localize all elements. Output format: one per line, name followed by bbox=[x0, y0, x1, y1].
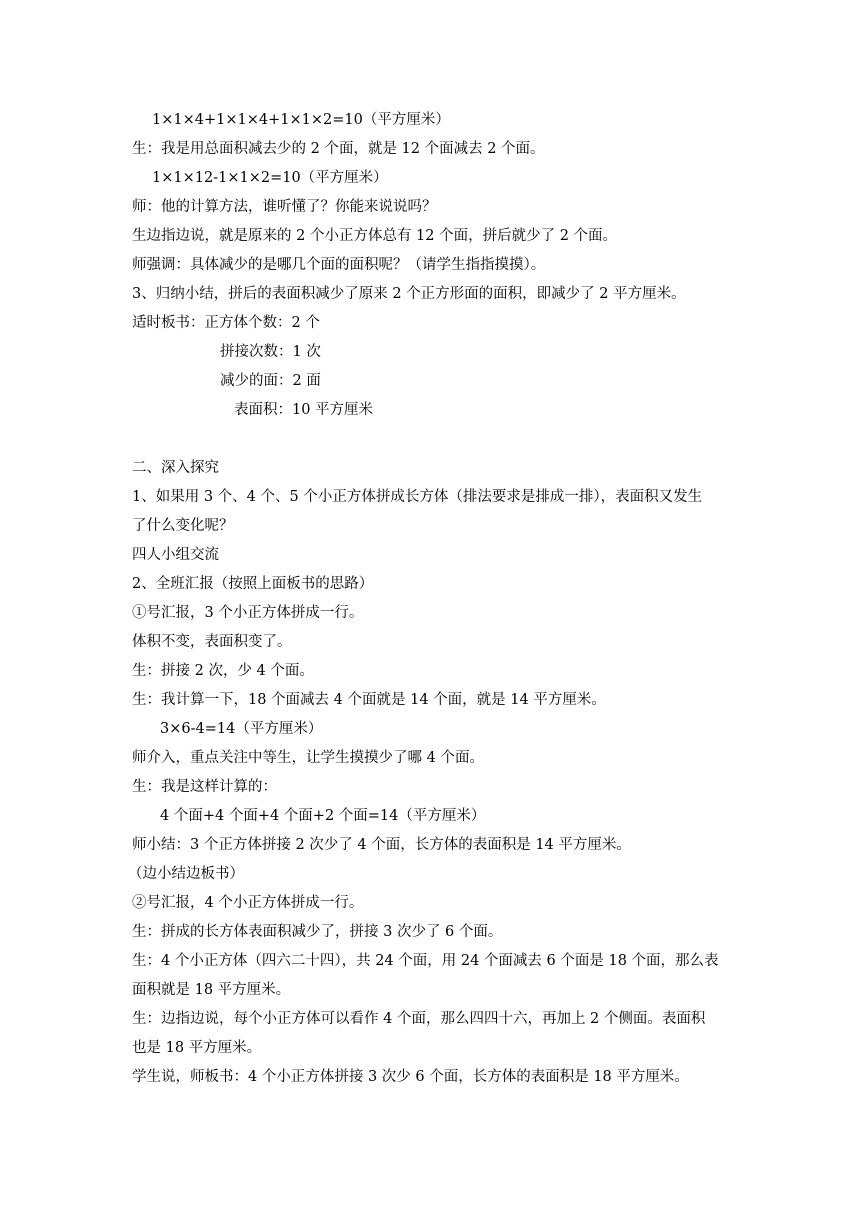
text-line: 2、全班汇报（按照上面板书的思路） bbox=[132, 576, 374, 592]
text-line: 学生说，师板书：4 个小正方体拼接 3 次少 6 个面，长方体的表面积是 18 平方厘米。 bbox=[132, 1069, 689, 1085]
text-line: 生：我计算一下，18 个面减去 4 个面就是 14 个面，就是 14 平方厘米。 bbox=[132, 692, 606, 708]
text-line: 师小结：3 个正方体拼接 2 次少了 4 个面，长方体的表面积是 14 平方厘米。 bbox=[132, 837, 631, 853]
formula-line: 4 个面+4 个面+4 个面+2 个面=14（平方厘米） bbox=[160, 808, 486, 824]
section-heading: 二、深入探究 bbox=[132, 460, 219, 476]
board-note-line: 表面积：10 平方厘米 bbox=[234, 402, 374, 418]
text-line: 生：4 个小正方体（四六二十四），共 24 个面，用 24 个面减去 6 个面是 18 个面，那么表 bbox=[132, 953, 719, 969]
text-line: 了什么变化呢？ bbox=[132, 518, 234, 534]
text-line: 师：他的计算方法，谁听懂了？你能来说说吗？ bbox=[132, 199, 437, 215]
text-line: 师强调：具体减少的是哪几个面的面积呢？（请学生指指摸摸）。 bbox=[132, 257, 546, 273]
text-line: 体积不变，表面积变了。 bbox=[132, 634, 292, 650]
text-line: ②号汇报，4 个小正方体拼成一行。 bbox=[132, 895, 364, 911]
text-line: 3、归纳小结，拼后的表面积减少了原来 2 个正方形面的面积，即减少了 2 平方厘米。 bbox=[132, 286, 686, 302]
formula-line: 1×1×4+1×1×4+1×1×2=10（平方厘米） bbox=[152, 112, 450, 128]
text-line: 面积就是 18 平方厘米。 bbox=[132, 982, 291, 998]
text-line: 1、如果用 3 个、4 个、5 个小正方体拼成长方体（排法要求是排成一排），表面积又发生 bbox=[132, 489, 703, 505]
text-line: 生边指边说，就是原来的 2 个小正方体总有 12 个面，拼后就少了 2 个面。 bbox=[132, 228, 618, 244]
text-line: 生：边指边说，每个小正方体可以看作 4 个面，那么四四十六，再加上 2 个侧面。表面积 bbox=[132, 1011, 706, 1027]
text-line: 生：我是这样计算的： bbox=[132, 779, 277, 795]
board-note-line: 拼接次数：1 次 bbox=[220, 344, 321, 360]
board-note-line: 减少的面：2 面 bbox=[220, 373, 321, 389]
text-line: 四人小组交流 bbox=[132, 547, 219, 563]
text-line: 生：拼成的长方体表面积减少了，拼接 3 次少了 6 个面。 bbox=[132, 924, 503, 940]
formula-line: 3×6-4=14（平方厘米） bbox=[160, 721, 323, 737]
board-note-line: 适时板书：正方体个数：2 个 bbox=[132, 315, 320, 331]
text-line: 生：我是用总面积减去少的 2 个面，就是 12 个面减去 2 个面。 bbox=[132, 141, 545, 157]
text-line: 也是 18 平方厘米。 bbox=[132, 1040, 262, 1056]
text-line: 生：拼接 2 次，少 4 个面。 bbox=[132, 663, 314, 679]
text-line: ①号汇报，3 个小正方体拼成一行。 bbox=[132, 605, 364, 621]
text-line: （边小结边板书） bbox=[128, 866, 244, 882]
formula-line: 1×1×12-1×1×2=10（平方厘米） bbox=[152, 170, 388, 186]
text-line: 师介入，重点关注中等生，让学生摸摸少了哪 4 个面。 bbox=[132, 750, 484, 766]
